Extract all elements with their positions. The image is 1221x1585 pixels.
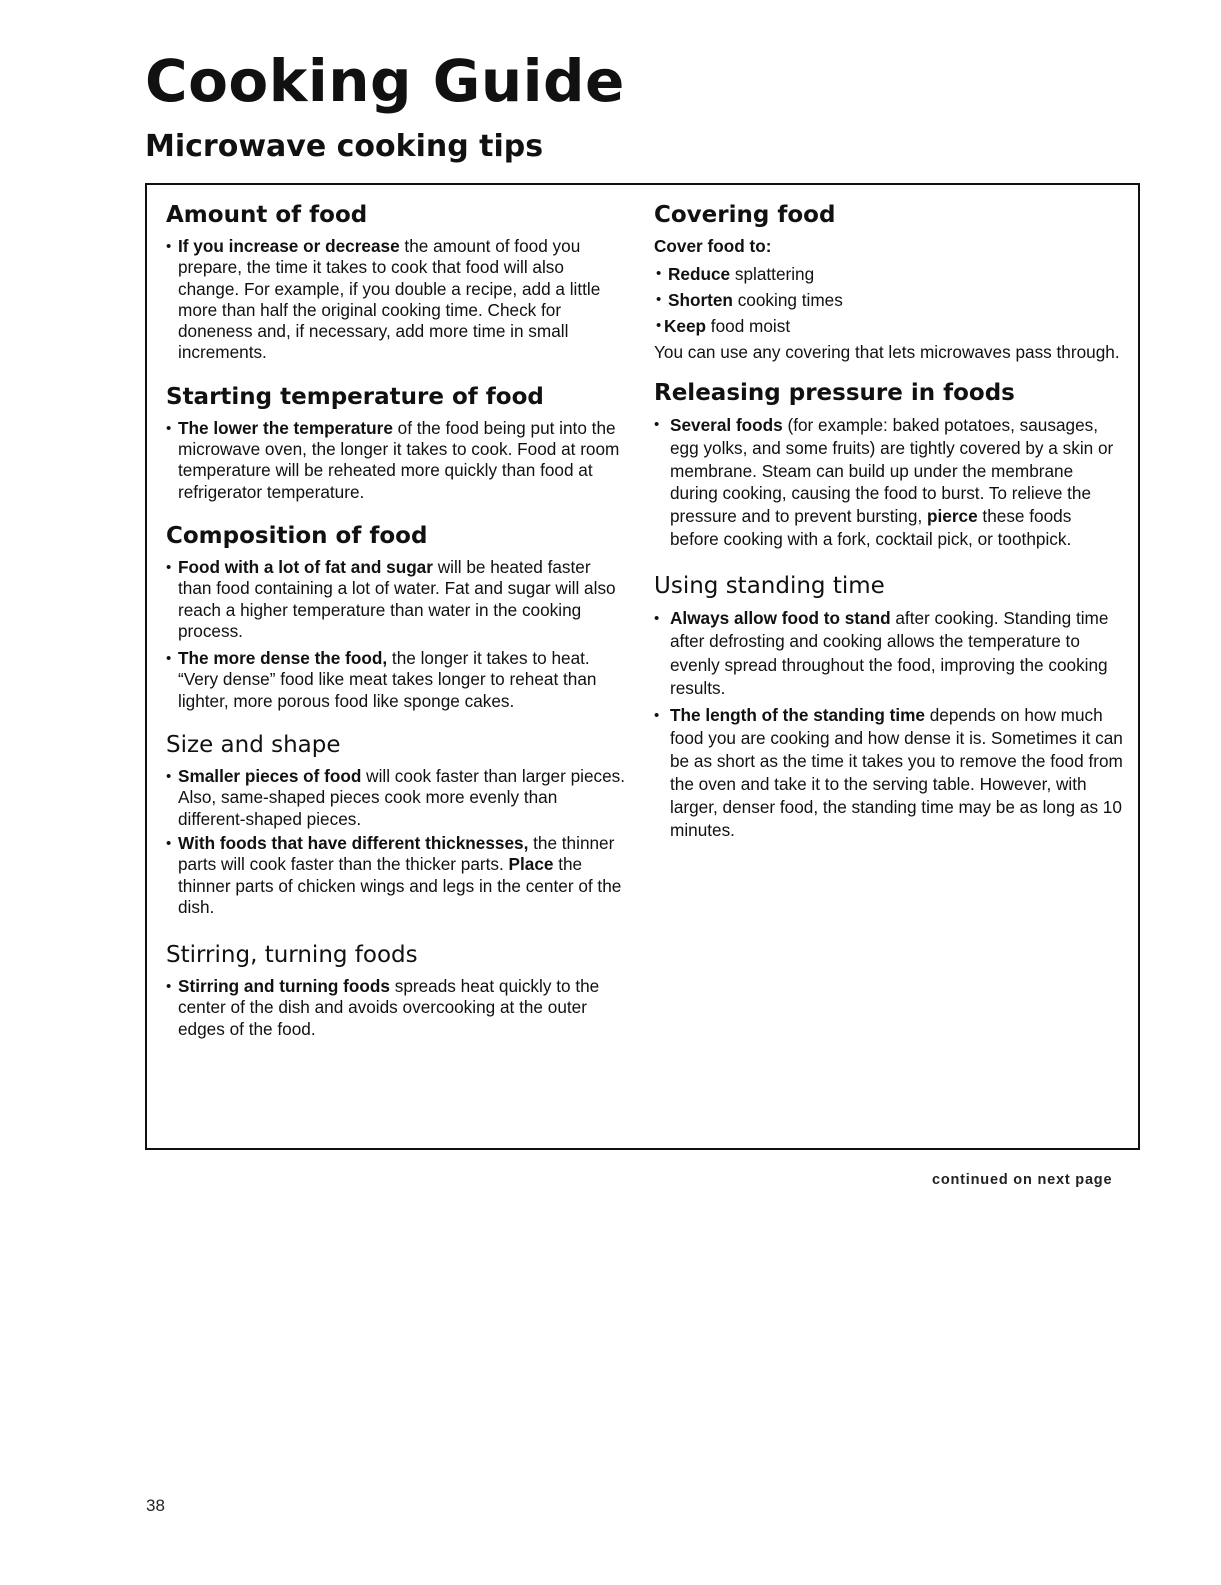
section-heading: Starting temperature of food [166,383,544,410]
bold-lead: The length of the standing time [670,704,925,725]
list-item [654,287,1124,313]
list-item [654,261,1124,287]
section-composition-of-food [166,521,628,712]
list-item [166,766,628,830]
list-item [166,976,628,1040]
list-item [654,704,1124,842]
left-column [166,200,628,1040]
section-covering-food [654,200,1124,364]
page-title: Cooking Guide [145,47,625,115]
continued-note: continued on next page [932,1172,1113,1188]
bold-lead: Reduce [668,264,731,285]
page-subtitle: Microwave cooking tips [145,129,544,164]
list-item [166,557,628,642]
section-heading: Amount of food [166,202,368,228]
section-heading: Stirring, turning foods [166,942,418,969]
bold-lead: With foods that have different thicknesses, [178,832,529,853]
bold-lead: Food with a lot of fat and sugar [178,556,433,577]
section-heading: Using standing time [654,572,885,599]
bullet-list [166,976,628,1040]
section-heading: Releasing pressure in foods [654,380,1015,407]
right-column [654,200,1124,842]
item-text: splattering [730,264,815,285]
covering-note: You can use any covering that lets microwaves pass through. [654,342,1120,363]
item-text: spreads heat quickly to the center of the dish and avoids overcooking at the outer edges of the food. [178,976,600,1039]
section-stirring-turning [166,940,628,1040]
item-text: after cooking. Standing time after defrosting and cooking allows the temperature to evenly spread throughout the food, improving the cooking results. [670,607,1109,699]
bullet-list [654,607,1124,842]
bullet-list [654,414,1124,550]
bullet-list [166,236,628,364]
section-heading: Composition of food [166,522,428,549]
item-text: food moist [706,316,791,337]
page-number: 38 [146,1496,165,1515]
bold-lead: Shorten [668,290,733,311]
bold-lead: The lower the temperature [178,417,393,438]
bullet-list [654,261,1124,339]
item-text: the thinner parts will cook faster than the thicker parts. [178,832,615,875]
item-text: depends on how much food you are cooking and how dense it is. Sometimes it can be as short as the time it takes you to remove the food from the oven and take it to the serving table. However, with larger, denser food, the standing time may be as long as 10 minutes. [670,704,1123,840]
section-heading: Size and shape [166,732,341,759]
item-text: of the food being put into the microwave oven, the longer it takes to cook. Food at room temperature will be reheated more quickly than food at refrigerator temperature. [178,417,620,502]
bold-lead: Smaller pieces of food [178,766,362,787]
item-text: these foods before cooking with a fork, cocktail pick, or toothpick. [670,506,1072,549]
bold-lead: Keep [664,316,707,337]
section-starting-temperature [166,382,628,503]
item-text: will cook faster than larger pieces. Also, same-shaped pieces cook more evenly than different-shaped pieces. [178,766,626,829]
bold-intro: Cover food to: [654,236,772,256]
list-item [166,418,628,503]
bold-lead: The more dense the food, [178,648,388,669]
list-item [166,236,628,364]
item-text: the thinner parts of chicken wings and legs in the center of the dish. [178,854,622,917]
section-releasing-pressure [654,378,1124,550]
item-text: the longer it takes to heat. “Very dense” food like meat takes longer to reheat than lighter, more porous food like sponge cakes. [178,648,597,711]
list-item [654,607,1124,701]
list-item [166,648,628,712]
list-item [166,833,628,918]
bullet-list [166,557,628,712]
section-heading: Covering food [654,202,836,228]
item-text: cooking times [732,290,843,311]
bold-inline: Place [508,854,554,875]
bullet-list [166,418,628,503]
section-amount-of-food [166,200,628,364]
intro-text [654,236,1124,257]
section-standing-time [654,571,1124,842]
item-text: the amount of food you prepare, the time it takes to cook that food will also change. For example, if you double a recipe, add a little more than half the original cooking time. Check for doneness and, if necessary, add more time in small increments. [178,236,601,363]
bold-inline: pierce [927,506,978,527]
item-text: will be heated faster than food containing a lot of water. Fat and sugar will also reach a higher temperature than water in the cooking process. [178,556,616,641]
bold-lead: If you increase or decrease [178,236,400,256]
bold-lead: Always allow food to stand [670,607,891,628]
bullet-list [166,766,628,918]
bold-lead: Stirring and turning foods [178,976,390,997]
list-item [654,414,1124,550]
section-size-and-shape [166,730,628,918]
bold-lead: Several foods [670,415,783,436]
item-text: (for example: baked potatoes, sausages, egg yolks, and some fruits) are tightly covered by a skin or membrane. Steam can build up under the membrane during cooking, causing the food to burst. To relieve the pressure and to prevent bursting, [670,415,1114,527]
list-item [654,313,1124,339]
